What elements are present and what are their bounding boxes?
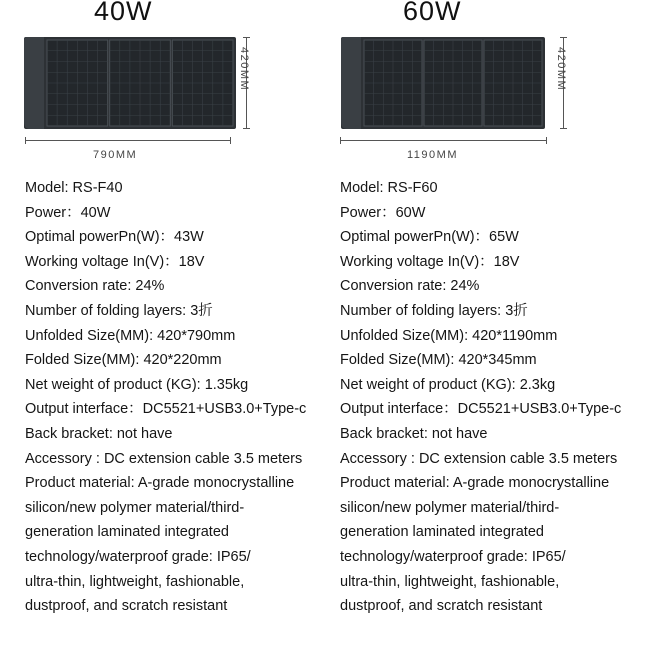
spec-accessory: Accessory : DC extension cable 3.5 meters [25,450,303,467]
spec-model: Model: RS-F40 [25,180,123,196]
spec-material-line: Product material: A-grade monocrystalline [25,475,295,492]
spec-net-weight: Net weight of product (KG): 2.3kg [340,376,556,393]
spec-list [340,176,650,619]
spec-unfolded-size: Unfolded Size(MM): 420*1190mm [340,327,558,344]
spec-material-line: dustproof, and scratch resistant [25,598,228,615]
spec-back-bracket: Back bracket: not have [25,425,173,442]
spec-material-line: silicon/new polymer material/third- [25,499,245,516]
spec-power: Power：40W [25,204,111,221]
spec-output-interface: Output interface：DC5521+USB3.0+Type-c [340,401,622,418]
spec-optimal-power: Optimal powerPn(W)：65W [340,229,519,246]
solar-panel-image [24,37,236,129]
solar-panel-image [341,37,545,129]
spec-material-line: generation laminated integrated [25,524,229,541]
spec-conversion-rate: Conversion rate: 24% [25,278,165,295]
spec-material-line: generation laminated integrated [340,524,544,541]
spec-list [25,176,325,619]
spec-folding-layers: Number of folding layers: 3折 [25,302,213,319]
spec-optimal-power: Optimal powerPn(W)：43W [25,229,204,246]
height-dimension-label: 420MM [555,47,567,92]
product-title: 60W [403,0,462,26]
spec-net-weight: Net weight of product (KG): 1.35kg [25,376,249,393]
spec-output-interface: Output interface：DC5521+USB3.0+Type-c [25,401,307,418]
spec-working-voltage: Working voltage In(V)：18V [340,253,520,270]
spec-back-bracket: Back bracket: not have [340,425,488,442]
panel-flap [341,37,361,129]
spec-material-line: Product material: A-grade monocrystalline [340,475,610,492]
spec-material-line: technology/waterproof grade: IP65/ [340,548,566,565]
spec-material-line: ultra-thin, lightweight, fashionable, [25,573,245,590]
spec-unfolded-size: Unfolded Size(MM): 420*790mm [25,327,236,344]
spec-material-line: technology/waterproof grade: IP65/ [25,548,251,565]
solar-panel-graphic [24,37,236,129]
panel-flap [24,37,44,129]
width-dimension-label: 1190MM [407,149,458,161]
width-dimension-line [340,140,547,141]
product-title: 40W [94,0,153,26]
spec-conversion-rate: Conversion rate: 24% [340,278,480,295]
spec-material-line: silicon/new polymer material/third- [340,499,560,516]
width-dimension-line [25,140,231,141]
spec-model: Model: RS-F60 [340,180,438,196]
width-dimension-label: 790MM [93,149,138,161]
spec-power: Power：60W [340,204,426,221]
spec-material-line: ultra-thin, lightweight, fashionable, [340,573,560,590]
solar-panel-graphic [341,37,545,129]
spec-folded-size: Folded Size(MM): 420*220mm [25,352,222,369]
spec-accessory: Accessory : DC extension cable 3.5 meters [340,450,618,467]
spec-folding-layers: Number of folding layers: 3折 [340,302,528,319]
height-dimension-label: 420MM [238,47,250,92]
spec-working-voltage: Working voltage In(V)：18V [25,253,205,270]
spec-folded-size: Folded Size(MM): 420*345mm [340,352,537,369]
spec-material-line: dustproof, and scratch resistant [340,598,543,615]
